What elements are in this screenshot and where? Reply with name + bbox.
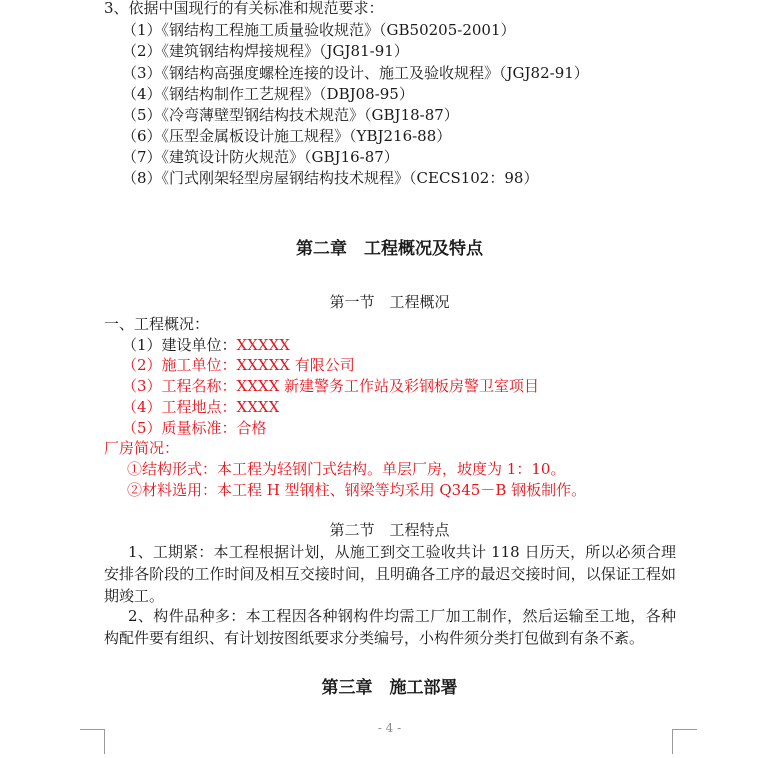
feature-paragraph: 2、构件品种多：本工程因各种钢构件均需工厂加工制作，然后运输至工地，各种构配件要有组织、有计划按图纸要求分类编号，小构件须分类打包做到有条不紊。 — [104, 607, 676, 647]
section-2-title: 第二节 工程特点 — [329, 521, 450, 539]
overview-item-label: （4）工程地点： — [122, 398, 237, 416]
overview-item — [122, 335, 290, 355]
page-number: - 4 - — [377, 721, 402, 735]
chapter-2-title: 第二章 工程概况及特点 — [296, 239, 483, 259]
overview-item-label: （1）建设单位： — [122, 336, 237, 354]
overview-item-label: （3）工程名称： — [122, 377, 237, 395]
overview-item-value: XXXX — [236, 398, 280, 416]
overview-item — [122, 418, 267, 438]
standard-item: （1）《钢结构工程施工质量验收规范》（GB50205-2001） — [122, 21, 516, 39]
overview-item-label: （5）质量标准： — [122, 419, 237, 437]
standard-item: （8）《门式刚架轻型房屋钢结构技术规程》（CECS102：98） — [122, 169, 539, 187]
standard-item: （2）《建筑钢结构焊接规程》（JGJ81-91） — [122, 42, 409, 60]
overview-item-value: XXXX 新建警务工作站及彩钢板房警卫室项目 — [236, 377, 540, 395]
overview-item — [122, 376, 539, 396]
overview-item-label: （2）施工单位： — [122, 356, 237, 374]
standard-item: （7）《建筑设计防火规范》（GBJ16-87） — [122, 148, 399, 166]
feature-paragraph: 1、工期紧：本工程根据计划，从施工到交工验收共计 118 日历天，所以必须合理安排各阶段的工作时间及相互交接时间，且明确各工序的最迟交接时间，以保证工程如期竣工。 — [104, 543, 676, 605]
overview-item — [122, 397, 279, 417]
overview-item-value: XXXXX 有限公司 — [236, 356, 355, 374]
section-1-title: 第一节 工程概况 — [329, 293, 450, 311]
standards-heading: 3、依据中国现行的有关标准和规范要求： — [104, 0, 384, 17]
chapter-3-title: 第三章 施工部署 — [321, 678, 458, 698]
standard-item: （6）《压型金属板设计施工规程》（YBJ216-88） — [122, 127, 452, 145]
overview-heading: 一、工程概况： — [104, 315, 210, 333]
factory-item: ①结构形式：本工程为轻钢门式结构。单层厂房，坡度为 1：10。 — [127, 460, 566, 478]
standard-item: （5）《冷弯薄壁型钢结构技术规范》（GBJ18-87） — [122, 106, 459, 124]
standard-item: （3）《钢结构高强度螺栓连接的设计、施工及验收规程》（JGJ82-91） — [122, 64, 589, 82]
standard-item: （4）《钢结构制作工艺规程》（DBJ08-95） — [122, 85, 414, 103]
factory-item: ②材料选用：本工程 H 型钢柱、钢梁等均采用 Q345－B 钢板制作。 — [127, 481, 587, 499]
overview-item-value: 合格 — [236, 419, 267, 437]
overview-item-value: XXXXX — [236, 336, 290, 354]
overview-item — [122, 355, 355, 375]
factory-heading: 厂房简况： — [104, 439, 180, 457]
